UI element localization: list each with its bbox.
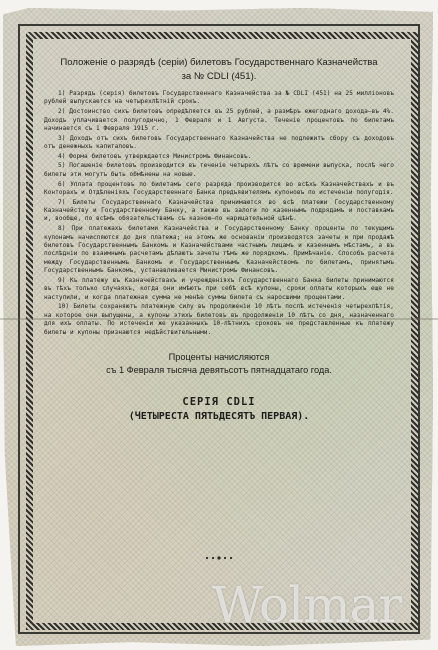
- series-line-2: (ЧЕТЫРЕСТА ПЯТЬДЕСЯТЪ ПЕРВАЯ).: [128, 411, 310, 423]
- paragraph-6: 6) Уплата процентовъ по билетамъ сего разряда производится во всѣхъ Казначействахъ и въ Конторахъ и Отдѣленіяхъ Государственнаго Банка предъявителямъ купоновъ по истеченіи полугодія.: [44, 180, 394, 196]
- interest-line-2: съ 1 Февраля тысяча девятьсотъ пятнадцатаго года.: [106, 365, 332, 376]
- document-body: [44, 56, 394, 424]
- paragraph-4: 4) Форма билетовъ утверждается Министромъ Финансовъ.: [58, 152, 252, 160]
- paragraph-1: 1) Разрядъ (серія) билетовъ Государственнаго Казначейства за № CDLI (451) на 25 милліоновъ рублей выпускается на четырехлѣтній срокъ.: [44, 90, 394, 106]
- paragraph-5: 5) Погашеніе билетовъ производится въ теченіе четырехъ лѣтъ со времени выпуска, послѣ чего билеты эти могутъ быть обмѣнены на новые.: [44, 162, 394, 178]
- watermark-text: Wolmar: [212, 576, 402, 634]
- paragraph-2: 2) Достоинство сихъ билетовъ опредѣляется въ 25 рублей, а размѣръ ежегоднаго дохода—въ 4%. Доходъ уплачивается полугодично, 1 Февраля и 1 Августа. Теченіе процентовъ по билетамъ начинается съ 1 Февраля 1915 г.: [44, 108, 394, 132]
- paragraph-7: 7) Билеты Государственнаго Казначейства принимаются во всѣ платежи Государственному Казначейству и Государственному Банку, а также въ залоги по казеннымъ подрядамъ и поставкамъ и, вообще, по всѣмъ обязательствамъ съ казною—по нарицательной цѣнѣ.: [44, 198, 394, 223]
- paragraph-10: 10) Билеты сохраняютъ платежную силу въ продолженіи 10 лѣтъ послѣ истеченія четырехлѣтія, на которое они выпущены, а купоны этихъ билетовъ въ продолженіи 10 лѣтъ со дня, назначеннаго для ихъ оплаты. По истеченіи же указанныхъ 10-лѣтнихъ сроковъ не представленные къ платежу билеты и купоны признаются недѣйствительными.: [44, 303, 394, 336]
- dotted-ornament-icon: [204, 554, 234, 562]
- title-line-2: за № CDLI (451).: [181, 71, 257, 82]
- paragraph-9: 9) Къ платежу въ Казначействахъ и учрежденіяхъ Государственнаго Банка билеты принимаются въ тѣхъ только случаяхъ, когда они имѣютъ при себѣ всѣ купоны, сроки оплаты которыхъ еще не наступили, и когда платежная сумма не менѣе суммы билета съ наросшими процентами.: [44, 276, 394, 301]
- interest-line-1: Проценты начисляются: [168, 352, 270, 363]
- paragraph-3: 3) Доходъ отъ сихъ билетовъ Государственнаго Казначейства не подлежитъ сбору съ доходовъ отъ денежныхъ капиталовъ.: [44, 134, 394, 151]
- series-line-1: СЕРІЯ CDLI: [182, 396, 256, 409]
- document-title: [44, 56, 394, 84]
- interest-notice: [44, 351, 394, 377]
- series-designation: [44, 395, 394, 424]
- paragraph-8: 8) При платежахъ билетами Казначейства и Государственному Банку проценты по текущимъ купонамъ начисляются до дня платежа; на этомъ же основаніи производятся зачеты и при продажѣ билетовъ Государственнымъ Банкомъ и Казначействами частнымъ лицамъ и казеннымъ мѣстамъ, а въ послѣдніи по взаимнымъ расчетамъ дѣлаютъ зачеты тѣмъ же порядкомъ. Примѣчаніе. Способъ расчета между Государственнымъ Банкомъ и Государственнымъ Казначействомъ по билетамъ, принятымъ Государственнымъ Банкомъ, устанавливается Министромъ Финансовъ.: [44, 225, 394, 275]
- title-line-1: Положеніе о разрядѣ (серіи) билетовъ Государственнаго Казначейства: [60, 57, 378, 68]
